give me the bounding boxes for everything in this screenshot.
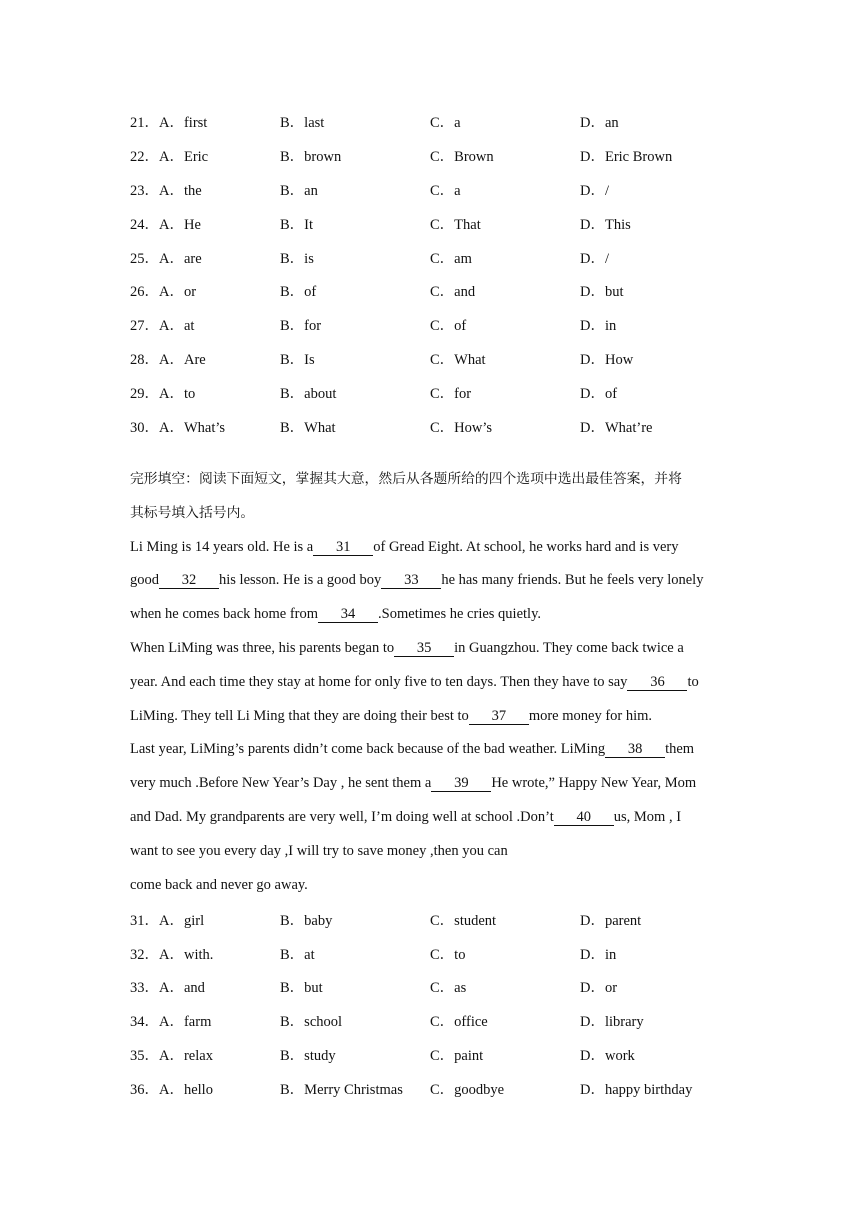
option-a: A．hello <box>159 1081 213 1098</box>
passage-line <box>130 564 740 598</box>
question-row <box>130 173 740 207</box>
question-row <box>130 1038 740 1072</box>
option-b: B．brown <box>280 149 342 166</box>
question-number: 22． <box>130 149 159 166</box>
passage-text: good <box>130 572 159 589</box>
option-c: C．goodbye <box>430 1081 505 1098</box>
question-row <box>130 274 740 308</box>
option-b: B．of <box>280 284 317 301</box>
question-row <box>130 1004 740 1038</box>
option-a: A．at <box>159 318 195 335</box>
question-number: 21． <box>130 115 159 132</box>
option-b: B．It <box>280 216 314 233</box>
option-b: B．baby <box>280 912 333 929</box>
option-a: A．relax <box>159 1047 213 1064</box>
option-c: C．as <box>430 980 467 997</box>
passage-text: of Gread Eight. At school, he works hard and is very <box>373 538 679 555</box>
option-a: A．or <box>159 284 197 301</box>
blank-40: 40 <box>554 809 614 826</box>
option-a: A．with. <box>159 946 214 963</box>
option-d: D．library <box>580 1014 644 1031</box>
blank-36: 36 <box>627 674 687 691</box>
passage-text: in Guangzhou. They come back twice a <box>454 639 684 656</box>
option-c: C．of <box>430 318 467 335</box>
question-row <box>130 308 740 342</box>
question-number: 36． <box>130 1081 159 1098</box>
option-d: D．work <box>580 1047 635 1064</box>
cloze-passage <box>130 531 740 903</box>
option-d: D．What’re <box>580 419 653 436</box>
option-b: B．at <box>280 946 315 963</box>
option-d: D．How <box>580 351 634 368</box>
option-b: B．last <box>280 115 325 132</box>
passage-line <box>130 767 740 801</box>
passage-text: year. And each time they stay at home for only five to ten days. Then they have to say <box>130 673 628 690</box>
option-c: C．How’s <box>430 419 493 436</box>
blank-32: 32 <box>159 572 219 589</box>
option-b: B．Is <box>280 351 315 368</box>
instructions-line: 完形填空：阅读下面短文，掌握其大意，然后从各题所给的四个选项中选出最佳答案，并将 <box>130 470 682 487</box>
option-a: A．first <box>159 115 208 132</box>
option-c: C．for <box>430 385 472 402</box>
option-d: D．in <box>580 318 617 335</box>
passage-text: more money for him. <box>528 707 653 724</box>
passage-line <box>130 733 740 767</box>
question-number: 27． <box>130 318 159 335</box>
passage-line <box>130 700 740 734</box>
passage-line <box>130 531 740 565</box>
question-row <box>130 105 740 139</box>
option-b: B．about <box>280 385 337 402</box>
question-row <box>130 902 740 936</box>
option-d: D．an <box>580 115 619 132</box>
option-a: A．and <box>159 980 205 997</box>
option-c: C．a <box>430 115 461 132</box>
passage-text: When LiMing was three, his parents began to <box>130 639 395 656</box>
option-b: B．for <box>280 318 322 335</box>
option-c: C．to <box>430 946 466 963</box>
option-d: D．/ <box>580 182 609 199</box>
blank-34: 34 <box>318 606 378 623</box>
option-a: A．the <box>159 182 202 199</box>
blank-37: 37 <box>469 708 529 725</box>
option-c: C．office <box>430 1014 488 1031</box>
question-row <box>130 1071 740 1105</box>
question-number: 34． <box>130 1014 159 1031</box>
passage-text: and Dad. My grandparents are very well, I’m doing well at school .Don’t <box>130 808 554 825</box>
option-d: D．Eric Brown <box>580 149 673 166</box>
passage-text: Li Ming is 14 years old. He is a <box>130 538 314 555</box>
option-d: D．This <box>580 216 631 233</box>
question-list-31-36 <box>130 902 740 1105</box>
option-a: A．He <box>159 216 201 233</box>
question-row <box>130 139 740 173</box>
instructions-line: 其标号填入括号内。 <box>130 504 255 521</box>
question-number: 32． <box>130 946 159 963</box>
option-a: A．to <box>159 385 196 402</box>
passage-text: very much .Before New Year’s Day , he sent them a <box>130 775 432 792</box>
passage-text: he has many friends. But he feels very lonely <box>441 572 704 589</box>
option-d: D．but <box>580 284 624 301</box>
document-page <box>130 105 740 1105</box>
option-b: B．What <box>280 419 336 436</box>
question-number: 35． <box>130 1047 159 1064</box>
option-b: B．school <box>280 1014 343 1031</box>
blank-33: 33 <box>381 572 441 589</box>
question-number: 28． <box>130 351 159 368</box>
question-list-21-30 <box>130 105 740 443</box>
option-d: D．or <box>580 980 618 997</box>
blank-31: 31 <box>313 539 373 556</box>
blank-38: 38 <box>605 741 665 758</box>
passage-text: his lesson. He is a good boy <box>219 572 382 589</box>
option-c: C．Brown <box>430 149 494 166</box>
question-row <box>130 375 740 409</box>
blank-39: 39 <box>431 775 491 792</box>
question-row <box>130 206 740 240</box>
passage-line: want to see you every day ,I will try to save money ,then you can <box>130 842 508 859</box>
passage-text: when he comes back home from <box>130 606 319 623</box>
question-number: 26． <box>130 284 159 301</box>
option-d: D．parent <box>580 912 642 929</box>
passage-text: them <box>665 741 695 758</box>
option-a: A．What’s <box>159 419 226 436</box>
option-c: C．That <box>430 216 481 233</box>
option-a: A．Eric <box>159 149 209 166</box>
option-c: C．am <box>430 250 472 267</box>
option-c: C．paint <box>430 1047 484 1064</box>
option-b: B．Merry Christmas <box>280 1081 403 1098</box>
blank-35: 35 <box>394 640 454 657</box>
passage-line <box>130 666 740 700</box>
question-number: 24． <box>130 216 159 233</box>
question-number: 31． <box>130 912 159 929</box>
question-number: 30． <box>130 419 159 436</box>
option-d: D．happy birthday <box>580 1081 693 1098</box>
option-d: D．/ <box>580 250 609 267</box>
option-b: B．an <box>280 182 318 199</box>
question-number: 33． <box>130 980 159 997</box>
question-number: 29． <box>130 385 159 402</box>
passage-text: He wrote,” Happy New Year, Mom <box>491 775 697 792</box>
option-a: A．Are <box>159 351 206 368</box>
question-row <box>130 240 740 274</box>
option-c: C．and <box>430 284 476 301</box>
section-spacer <box>130 443 740 463</box>
passage-text: Last year, LiMing’s parents didn’t come back because of the bad weather. LiMing <box>130 741 606 758</box>
option-c: C．student <box>430 912 497 929</box>
option-c: C．a <box>430 182 461 199</box>
option-a: A．farm <box>159 1014 212 1031</box>
option-a: A．girl <box>159 912 205 929</box>
passage-line <box>130 632 740 666</box>
cloze-instructions <box>130 463 740 531</box>
passage-text: .Sometimes he cries quietly. <box>378 606 542 623</box>
question-row <box>130 936 740 970</box>
passage-text: LiMing. They tell Li Ming that they are doing their best to <box>130 707 469 724</box>
question-row <box>130 342 740 376</box>
passage-text: us, Mom , I <box>613 808 682 825</box>
question-row <box>130 409 740 443</box>
passage-line <box>130 598 740 632</box>
question-number: 23． <box>130 182 159 199</box>
option-a: A．are <box>159 250 202 267</box>
option-b: B．is <box>280 250 314 267</box>
option-b: B．but <box>280 980 323 997</box>
option-b: B．study <box>280 1047 336 1064</box>
question-row <box>130 970 740 1004</box>
passage-text: to <box>687 673 699 690</box>
passage-line: come back and never go away. <box>130 876 308 893</box>
option-c: C．What <box>430 351 486 368</box>
option-d: D．of <box>580 385 618 402</box>
question-number: 25． <box>130 250 159 267</box>
passage-line <box>130 801 740 835</box>
option-d: D．in <box>580 946 617 963</box>
